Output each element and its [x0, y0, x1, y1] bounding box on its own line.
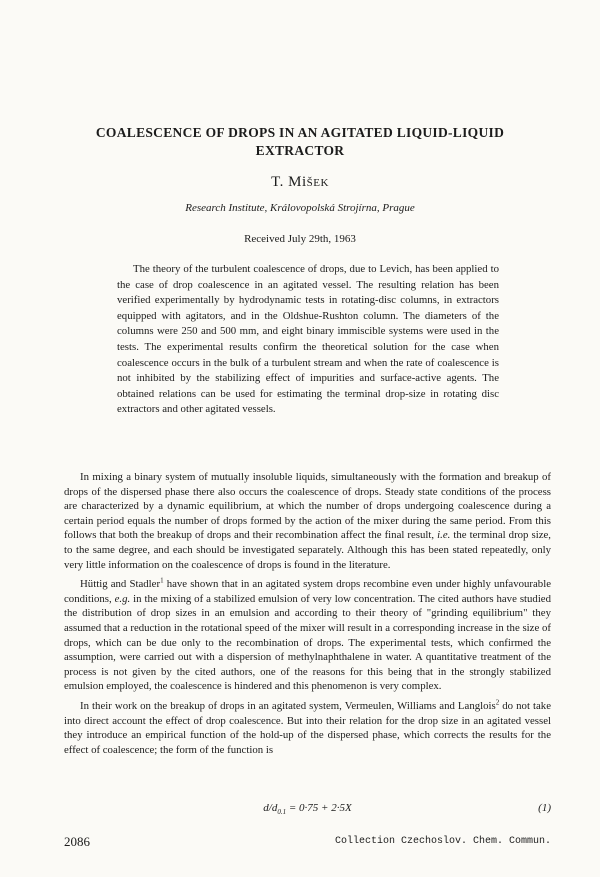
author-name — [0, 174, 600, 191]
author-name-initial: T. Mi — [271, 174, 307, 190]
reference-marker: 1 — [160, 576, 164, 585]
equation-number: (1) — [538, 802, 551, 814]
page-number: 2086 — [64, 834, 90, 849]
journal-name: Collection Czechoslov. Chem. Commun. — [334, 836, 551, 847]
article-body — [64, 470, 551, 762]
body-text: In mixing a binary system of mutually insoluble liquids, simultaneously with the formation and breakup of drops of the dispersed phase there also occurs the coalescence of drops. Steady state conditions of the process are characterized by a dynamic equilibrium, at which the number of drops undergoing coalescence during a certain period equals the number of drops formed by the action of the mixer during the same period. From this follows that both the breakup of drops and their recombination affect the final result, — [64, 471, 551, 542]
author-name-smallcaps: ŠEK — [306, 177, 329, 189]
author-affiliation: Research Institute, Královopolská Strojírna, Prague — [185, 202, 415, 214]
title-line-2: EXTRACTOR — [255, 143, 345, 158]
article-title — [60, 124, 540, 160]
equation-1 — [64, 802, 551, 818]
abstract: The theory of the turbulent coalescence of drops, due to Levich, has been applied to the case of drop coalescence in an agitated vessel. The resulting relation has been verified experimentally by hydrodynamic tests in rotating-disc columns, in extractors equipped with agitators, and in the Oldshue-Rushton column. The diameters of the columns were 250 and 500 mm, and eight binary immiscible systems were used in the tests. The experimental results confirm the theoretical solution for the case when coalescence occurs in the bulk of a turbulent stream and when the rate of coalescence is not inhibited by the stabilizing effect of impurities and surface-active agents. The obtained relations can be used for estimating the terminal drop-size in rotating disc extractors and other agitated vessels. — [117, 263, 499, 416]
body-italic: i.e. — [437, 529, 451, 542]
equation-rhs: = 0·75 + 2·5X — [286, 802, 352, 814]
body-paragraph-2 — [64, 577, 551, 694]
body-text: have shown that in an agitated system drops recombine even under highly unfavourable conditions, — [64, 578, 551, 605]
equation-expression — [64, 802, 551, 817]
body-text: in the mixing of a stabilized emulsion of very low concentration. The cited authors have studied the distribution of drop sizes in an emulsion and according to their theory of "grinding equilibrium" they assumed that a reduction in the rotational speed of the mixer will result in a corresponding increase in the size of drops, which can be due only to the recombination of drops. The experimental tests, which confirmed the assumption, were carried out with a dispersion of methylnaphthalene in water. A quantitative treatment of the process is not given by the cited authors, one of the reasons for this being that in the strongly stabilized emulsion employed, the coalescence is hindered and this phenomenon is very complex. — [64, 592, 552, 693]
equation-subscript: 0.1 — [277, 808, 287, 817]
title-line-1: COALESCENCE OF DROPS IN AN AGITATED LIQUID-LIQUID — [95, 125, 505, 140]
body-text: In their work on the breakup of drops in an agitated system, Vermeulen, Williams and Langlois — [80, 699, 496, 712]
body-paragraph-1 — [64, 470, 551, 572]
body-text: the terminal drop size, to the same degree, and each should be investigated separately. Although this has been stated repeatedly, only very little information on the coalescence of drops is found in the literature. — [64, 529, 551, 571]
body-italic: e.g. — [114, 592, 131, 605]
reference-marker: 2 — [495, 698, 500, 707]
body-paragraph-3 — [64, 699, 551, 757]
body-text: do not take into direct account the effect of drop coalescence. But into their relation for the drop size in an agitated vessel they introduce an empirical function of the hold-up of the dispersed phase, which corrects the results for the effect of coalescence; the form of the function is — [64, 699, 551, 756]
received-date: Received July 29th, 1963 — [244, 233, 356, 245]
body-text: Hüttig and Stadler — [80, 578, 161, 591]
equation-lhs: d/d — [263, 802, 278, 814]
